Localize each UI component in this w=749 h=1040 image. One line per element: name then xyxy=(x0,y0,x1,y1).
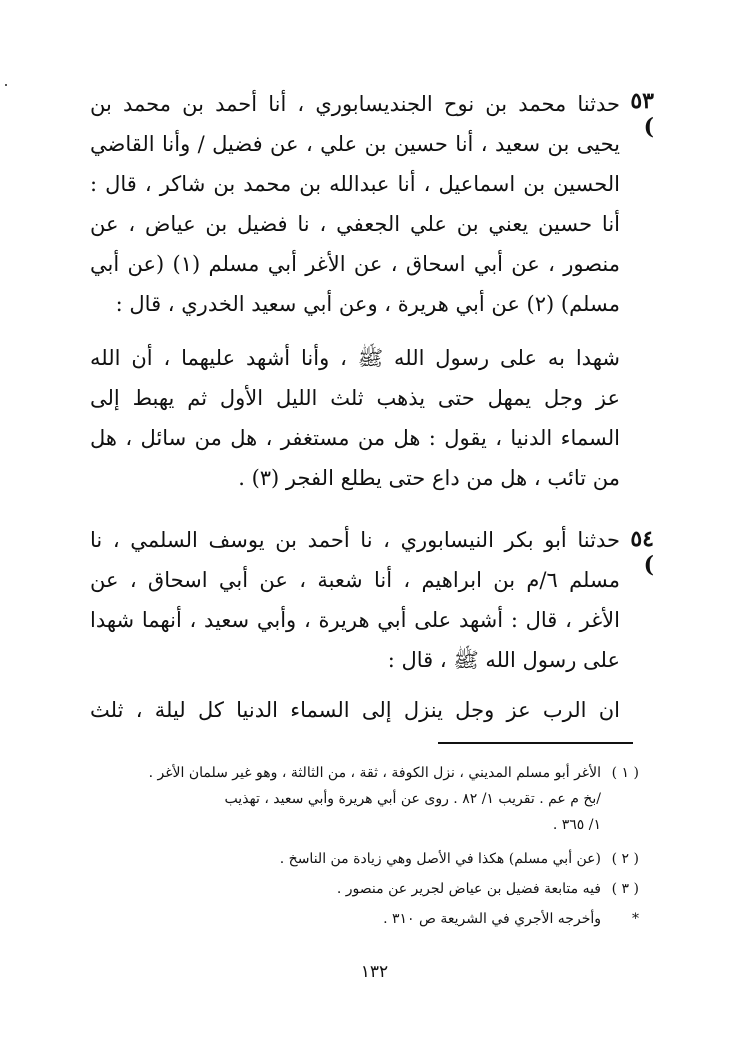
text-line: الأغر ، قال : أشهد على أبي هريرة ، وأبي سعيد ، أنهما شهدا xyxy=(90,608,620,632)
footnote-text: الأغر أبو مسلم المديني ، نزل الكوفة ، ثقة ، من الثالثة ، وهو غير سلمان الأغر . xyxy=(148,765,601,781)
footnote-2 xyxy=(104,846,639,872)
footnote-marker: ( ١ ) xyxy=(611,765,639,781)
hadith-54-number: ٥٤ ) xyxy=(630,526,654,578)
text-line: من تائب ، هل من داع حتى يطلع الفجر (٣) . xyxy=(238,466,620,490)
text-line: مسلم) (٢) عن أبي هريرة ، وعن أبي سعيد الخدري ، قال : xyxy=(115,292,620,316)
text-line: حدثنا أبو بكر النيسابوري ، نا أحمد بن يوسف السلمي ، نا xyxy=(90,528,620,552)
hadith-53-number: ٥٣ ) xyxy=(630,88,654,140)
footnote-1 xyxy=(104,760,639,838)
text-line: يحيى بن سعيد ، أنا حسين بن علي ، عن فضيل / وأنا القاضي xyxy=(90,132,620,156)
text-line: أنا حسين يعني بن علي الجعفي ، نا فضيل بن عياض ، عن xyxy=(90,212,620,236)
hadith-53-isnad xyxy=(90,84,620,324)
text-line: الحسين بن اسماعيل ، أنا عبدالله بن محمد بن شاكر ، قال : xyxy=(90,172,620,196)
footnote-text: فيه متابعة فضيل بن عياض لجرير عن منصور . xyxy=(336,881,601,897)
footnote-separator xyxy=(438,742,633,744)
text-line: عز وجل يمهل حتى يذهب ثلث الليل الأول ثم يهبط إلى xyxy=(90,386,620,410)
margin-mark xyxy=(5,84,7,86)
page-number: ١٣٢ xyxy=(360,962,389,982)
footnote-text: وأخرجه الأجري في الشريعة ص ٣١٠ . xyxy=(383,911,601,927)
footnote-text: ١/ ٣٦٥ . xyxy=(552,817,601,833)
text-line: على رسول الله ﷺ ، قال : xyxy=(387,648,620,672)
footnote-marker: ( ٣ ) xyxy=(611,881,639,897)
text-line: ان الرب عز وجل ينزل إلى السماء الدنيا كل ليلة ، ثلث xyxy=(90,698,620,722)
footnote-text: /بخ م عم . تقريب ١/ ٨٢ . روى عن أبي هريرة وأبي سعيد ، تهذيب xyxy=(224,791,601,807)
text-line: السماء الدنيا ، يقول : هل من مستغفر ، هل من سائل ، هل xyxy=(90,426,620,450)
text-line: شهدا به على رسول الله ﷺ ، وأنا أشهد عليهما ، أن الله xyxy=(90,346,620,370)
text-line: مسلم ٦/م بن ابراهيم ، أنا شعبة ، عن أبي اسحاق ، عن xyxy=(90,568,620,592)
text-line: منصور ، عن أبي اسحاق ، عن الأغر أبي مسلم (١) (عن أبي xyxy=(90,252,620,276)
footnote-text: (عن أبي مسلم) هكذا في الأصل وهي زيادة من الناسخ . xyxy=(279,851,601,867)
hadith-53-matn xyxy=(90,338,620,498)
footnote-star xyxy=(104,906,639,932)
text-line: حدثنا محمد بن نوح الجنديسابوري ، أنا أحمد بن محمد بن xyxy=(90,92,620,116)
footnote-marker: * xyxy=(632,911,639,927)
hadith-54-isnad xyxy=(90,520,620,680)
footnote-3 xyxy=(104,876,639,902)
hadith-54-matn xyxy=(90,690,620,730)
footnote-marker: ( ٢ ) xyxy=(611,851,639,867)
